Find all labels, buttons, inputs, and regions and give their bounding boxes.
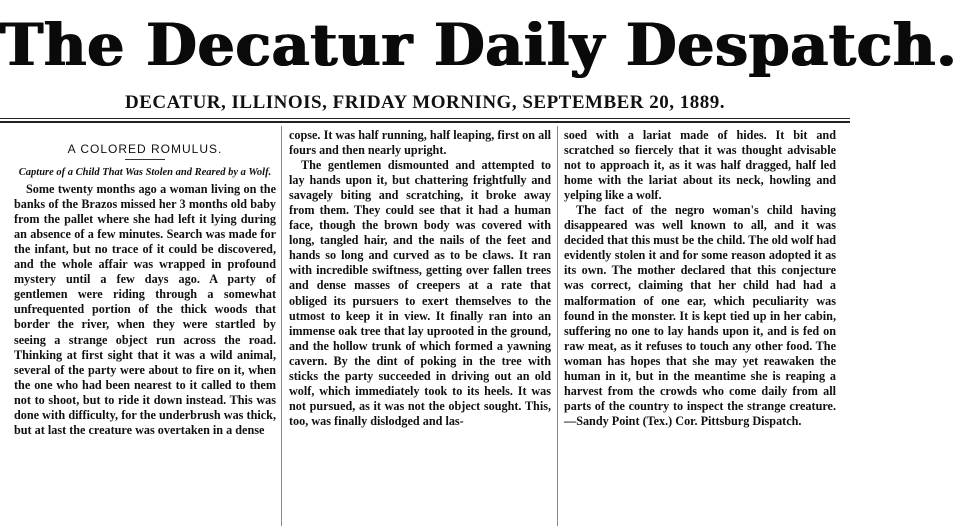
paragraph: copse. It was half running, half leaping, first on all fours and then nearly upright. (289, 128, 551, 158)
article-column-3 (564, 128, 836, 526)
column-divider (281, 126, 282, 526)
paragraph: Some twenty months ago a woman living on the banks of the Brazos missed her 3 months old baby from the pallet where she had left it lying during an absence of a few minutes. Search was made for the infant, but no trace of it could be discovered, and the whole affair was wrapped in profound mystery until a few days ago. A party of gentlemen were riding through a somewhat unfrequented portion of the thick woods that border the river, when they were startled by seeing a strange object run across the road. Thinking at first sight that it was a wild animal, several of the party were about to fire on it, when the one who had been nearest to it called to them not to shoot, but to ride it down instead. This was done with difficulty, for the underbrush was thick, but at last the creature was overtaken in a dense (14, 182, 276, 437)
article-column-1 (14, 128, 276, 526)
article-subhead: Capture of a Child That Was Stolen and Reared by a Wolf. (18, 167, 272, 179)
header-rule-thick (0, 121, 850, 123)
header-rule (0, 118, 850, 119)
paragraph: The gentlemen dismounted and attempted to lay hands upon it, but chattering frightfully and savagely biting and scratching, it broke away from them. They could see that it had a human face, though the brown body was covered with long, tangled hair, and the nails of the feet and hands so long and curved as to be claws. It ran with incredible swiftness, getting over fallen trees and dense masses of creepers at a rate that obliged its pursuers to exert themselves to the utmost to keep it in view. It finally ran into an immense oak tree that lay uprooted in the ground, and the hollow trunk of which formed a yawning cavern. By the dint of poking in the tree with sticks the party succeeded in driving out an old wolf, which immediately took to its heels. It was not pursued, as it was not the object sought. This, too, was finally dislodged and las- (289, 158, 551, 428)
paragraph: The fact of the negro woman's child having disappeared was well known to all, and it was decided that this must be the child. The old wolf had evidently stolen it and for some reason adopted it as its own. The mother declared that this conjecture was correct, claiming that her child had had a malformation of one ear, which peculiarity was found in the monster. It is kept tied up in her cabin, suffering no one to lay hands upon it, and is fed on raw meat, as it refuses to touch any other food. The woman has hopes that she may yet reawaken the human in it, but in the meantime she is reaping a harvest from the crowds who come daily from all parts of the country to inspect the strange creature.—Sandy Point (Tex.) Cor. Pittsburg Dispatch. (564, 203, 836, 428)
article-column-2 (289, 128, 551, 526)
dateline: DECATUR, ILLINOIS, FRIDAY MORNING, SEPTEMBER 20, 1889. (124, 92, 726, 113)
newspaper-masthead: The Decatur Daily Despatch. (0, 11, 958, 79)
article-headline: A COLORED ROMULUS. (67, 142, 223, 156)
paragraph: soed with a lariat made of hides. It bit and scratched so fiercely that it was thought advisable not to approach it, as it was half dragged, half led home with the lariat about its neck, howling and yelping like a wolf. (564, 128, 836, 203)
headline-rule (125, 159, 165, 160)
column-divider (557, 126, 558, 526)
